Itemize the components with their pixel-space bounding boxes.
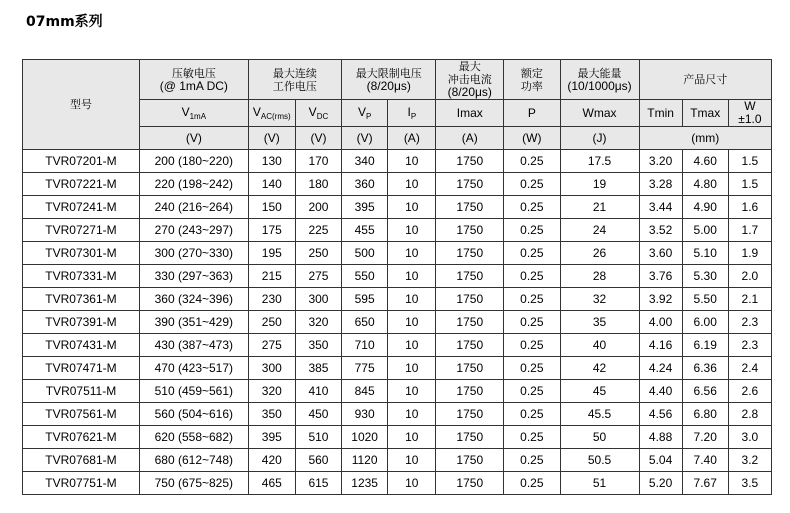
cell-tmax: 5.00 [682,219,728,242]
cell-tmax: 4.80 [682,173,728,196]
spec-table [22,59,772,495]
cell-vac-rms: 215 [248,265,295,288]
cell-vp: 845 [342,380,388,403]
cell-power: 0.25 [504,449,560,472]
cell-tmax: 7.40 [682,449,728,472]
cell-vdc: 170 [295,150,341,173]
cell-imax: 1750 [436,219,504,242]
cell-power: 0.25 [504,173,560,196]
header-vac-sym: V [252,105,261,119]
unit-imax: (A) [436,127,504,150]
cell-wmax: 35 [560,311,639,334]
cell-vp: 1120 [342,449,388,472]
unit-p: (W) [504,127,560,150]
table-row [23,173,772,196]
cell-imax: 1750 [436,196,504,219]
cell-varistor-voltage: 330 (297~363) [139,265,248,288]
cell-vac-rms: 420 [248,449,295,472]
table-row [23,288,772,311]
header-max-continuous [248,60,341,100]
cell-model: TVR07751-M [23,472,140,495]
unit-ip: (A) [388,127,436,150]
cell-wmax: 32 [560,288,639,311]
cell-model: TVR07681-M [23,449,140,472]
cell-tmax: 7.67 [682,472,728,495]
cell-power: 0.25 [504,265,560,288]
header-tmin: Tmin [639,100,682,127]
spec-table-body [23,150,772,495]
header-imax: Imax [436,100,504,127]
cell-model: TVR07241-M [23,196,140,219]
cell-tmin: 4.88 [639,426,682,449]
cell-varistor-voltage: 750 (675~825) [139,472,248,495]
cell-wmax: 45.5 [560,403,639,426]
cell-imax: 1750 [436,357,504,380]
unit-v1ma: (V) [139,127,248,150]
cell-vdc: 275 [295,265,341,288]
table-row [23,426,772,449]
cell-power: 0.25 [504,472,560,495]
cell-imax: 1750 [436,426,504,449]
cell-varistor-voltage: 240 (216~264) [139,196,248,219]
cell-wmax: 26 [560,242,639,265]
cell-ip: 10 [388,219,436,242]
header-vdc-sub: DC [316,112,329,121]
table-row [23,265,772,288]
cell-vp: 340 [342,150,388,173]
header-varistor-voltage [139,60,248,100]
cell-power: 0.25 [504,288,560,311]
header-max-energy-cond: (10/1000μs) [567,78,632,93]
cell-vdc: 410 [295,380,341,403]
cell-imax: 1750 [436,173,504,196]
cell-power: 0.25 [504,242,560,265]
header-max-continuous-line2: 工作电压 [272,79,317,93]
table-row [23,311,772,334]
cell-vp: 455 [342,219,388,242]
cell-vp: 1020 [342,426,388,449]
page-title: 07mm系列 [26,14,103,30]
cell-ip: 10 [388,150,436,173]
unit-dimensions: (mm) [639,127,771,150]
cell-varistor-voltage: 620 (558~682) [139,426,248,449]
cell-power: 0.25 [504,334,560,357]
cell-model: TVR07361-M [23,288,140,311]
header-vp [342,100,388,127]
cell-wmax: 28 [560,265,639,288]
cell-vp: 650 [342,311,388,334]
cell-varistor-voltage: 680 (612~748) [139,449,248,472]
cell-vac-rms: 140 [248,173,295,196]
header-tmax: Tmax [682,100,728,127]
cell-width: 3.2 [728,449,771,472]
cell-tmin: 4.16 [639,334,682,357]
cell-power: 0.25 [504,196,560,219]
cell-varistor-voltage: 220 (198~242) [139,173,248,196]
cell-vdc: 320 [295,311,341,334]
cell-vdc: 200 [295,196,341,219]
table-row [23,380,772,403]
cell-ip: 10 [388,196,436,219]
cell-vp: 395 [342,196,388,219]
cell-vac-rms: 195 [248,242,295,265]
cell-wmax: 50.5 [560,449,639,472]
cell-tmin: 5.20 [639,472,682,495]
cell-tmin: 5.04 [639,449,682,472]
cell-vp: 930 [342,403,388,426]
cell-tmin: 4.24 [639,357,682,380]
cell-vp: 500 [342,242,388,265]
cell-varistor-voltage: 270 (243~297) [139,219,248,242]
cell-tmin: 3.44 [639,196,682,219]
cell-model: TVR07301-M [23,242,140,265]
header-vdc [295,100,341,127]
cell-varistor-voltage: 390 (351~429) [139,311,248,334]
cell-width: 2.0 [728,265,771,288]
cell-vp: 550 [342,265,388,288]
cell-varistor-voltage: 200 (180~220) [139,150,248,173]
cell-tmax: 4.90 [682,196,728,219]
cell-vac-rms: 175 [248,219,295,242]
header-rated-power [504,60,560,100]
cell-model: TVR07201-M [23,150,140,173]
cell-vdc: 180 [295,173,341,196]
unit-vac: (V) [248,127,295,150]
cell-tmax: 6.80 [682,403,728,426]
header-v1ma [139,100,248,127]
header-max-continuous-line1: 最大连续 [272,66,317,80]
cell-vac-rms: 275 [248,334,295,357]
cell-varistor-voltage: 470 (423~517) [139,357,248,380]
cell-tmin: 3.92 [639,288,682,311]
table-row [23,196,772,219]
cell-vp: 595 [342,288,388,311]
cell-width: 2.4 [728,357,771,380]
header-w-sym: W [744,99,756,113]
cell-ip: 10 [388,380,436,403]
cell-imax: 1750 [436,242,504,265]
cell-imax: 1750 [436,449,504,472]
header-p: P [504,100,560,127]
cell-width: 2.8 [728,403,771,426]
header-w-tol: ±1.0 [738,112,762,126]
cell-imax: 1750 [436,334,504,357]
cell-vdc: 250 [295,242,341,265]
cell-wmax: 50 [560,426,639,449]
cell-tmin: 3.60 [639,242,682,265]
cell-width: 1.5 [728,150,771,173]
unit-vp: (V) [342,127,388,150]
cell-model: TVR07621-M [23,426,140,449]
cell-vp: 360 [342,173,388,196]
cell-tmax: 5.30 [682,265,728,288]
header-max-surge [436,60,504,100]
cell-vdc: 300 [295,288,341,311]
cell-model: TVR07221-M [23,173,140,196]
header-varistor-voltage-cond: (@ 1mA DC) [159,78,228,93]
cell-wmax: 45 [560,380,639,403]
cell-tmax: 6.36 [682,357,728,380]
table-row [23,334,772,357]
cell-wmax: 21 [560,196,639,219]
cell-power: 0.25 [504,380,560,403]
cell-ip: 10 [388,311,436,334]
cell-model: TVR07431-M [23,334,140,357]
cell-imax: 1750 [436,265,504,288]
header-max-surge-line1: 最大 [458,60,481,73]
table-row [23,150,772,173]
header-max-clamp-name: 最大限制电压 [355,66,422,80]
cell-vac-rms: 395 [248,426,295,449]
unit-vdc: (V) [295,127,341,150]
header-v1ma-sub: 1mA [189,112,207,121]
cell-ip: 10 [388,426,436,449]
table-row [23,449,772,472]
cell-tmax: 6.00 [682,311,728,334]
header-max-clamp-cond: (8/20μs) [366,78,411,93]
cell-wmax: 19 [560,173,639,196]
cell-varistor-voltage: 430 (387~473) [139,334,248,357]
cell-vac-rms: 130 [248,150,295,173]
cell-vac-rms: 300 [248,357,295,380]
cell-wmax: 51 [560,472,639,495]
cell-varistor-voltage: 300 (270~330) [139,242,248,265]
cell-ip: 10 [388,357,436,380]
cell-vac-rms: 465 [248,472,295,495]
header-model: 型号 [23,60,140,150]
header-ip-sym: I [407,105,411,119]
cell-tmin: 3.52 [639,219,682,242]
cell-power: 0.25 [504,219,560,242]
cell-varistor-voltage: 360 (324~396) [139,288,248,311]
cell-model: TVR07511-M [23,380,140,403]
cell-width: 3.0 [728,426,771,449]
cell-width: 1.7 [728,219,771,242]
table-row [23,219,772,242]
header-w [728,100,771,127]
cell-wmax: 24 [560,219,639,242]
cell-vdc: 350 [295,334,341,357]
cell-wmax: 42 [560,357,639,380]
header-vdc-sym: V [308,105,317,119]
cell-width: 3.5 [728,472,771,495]
cell-ip: 10 [388,334,436,357]
cell-ip: 10 [388,242,436,265]
cell-tmax: 6.56 [682,380,728,403]
cell-imax: 1750 [436,403,504,426]
cell-imax: 1750 [436,288,504,311]
cell-ip: 10 [388,265,436,288]
header-ip [388,100,436,127]
cell-vac-rms: 250 [248,311,295,334]
cell-wmax: 40 [560,334,639,357]
cell-width: 2.6 [728,380,771,403]
cell-width: 1.6 [728,196,771,219]
cell-model: TVR07271-M [23,219,140,242]
cell-model: TVR07331-M [23,265,140,288]
cell-tmax: 5.10 [682,242,728,265]
cell-vp: 710 [342,334,388,357]
cell-vac-rms: 230 [248,288,295,311]
cell-vp: 775 [342,357,388,380]
cell-varistor-voltage: 510 (459~561) [139,380,248,403]
cell-tmax: 6.19 [682,334,728,357]
header-rated-power-line1: 额定 [520,66,543,80]
cell-ip: 10 [388,173,436,196]
header-rated-power-line2: 功率 [520,79,543,93]
header-max-surge-cond: (8/20μs) [447,85,492,99]
cell-power: 0.25 [504,403,560,426]
cell-width: 2.3 [728,311,771,334]
cell-model: TVR07561-M [23,403,140,426]
cell-imax: 1750 [436,380,504,403]
cell-vac-rms: 320 [248,380,295,403]
table-row [23,242,772,265]
cell-vdc: 225 [295,219,341,242]
header-max-surge-line2: 冲击电流 [447,73,492,86]
cell-model: TVR07471-M [23,357,140,380]
cell-vdc: 510 [295,426,341,449]
cell-imax: 1750 [436,150,504,173]
header-dimensions: 产品尺寸 [639,60,771,100]
cell-wmax: 17.5 [560,150,639,173]
cell-vdc: 560 [295,449,341,472]
header-v1ma-sym: V [181,105,190,119]
cell-power: 0.25 [504,311,560,334]
cell-width: 1.5 [728,173,771,196]
cell-varistor-voltage: 560 (504~616) [139,403,248,426]
header-vac [248,100,295,127]
cell-tmax: 7.20 [682,426,728,449]
cell-tmax: 5.50 [682,288,728,311]
cell-ip: 10 [388,403,436,426]
cell-vac-rms: 150 [248,196,295,219]
cell-vac-rms: 350 [248,403,295,426]
cell-vdc: 450 [295,403,341,426]
header-vac-sub: AC(rms) [260,112,291,121]
header-max-energy [560,60,639,100]
header-varistor-voltage-name: 压敏电压 [171,66,216,80]
cell-width: 2.3 [728,334,771,357]
cell-ip: 10 [388,288,436,311]
header-max-clamp [342,60,436,100]
header-max-energy-name: 最大能量 [577,66,622,80]
cell-power: 0.25 [504,357,560,380]
cell-ip: 10 [388,449,436,472]
header-vp-sym: V [357,105,366,119]
cell-model: TVR07391-M [23,311,140,334]
table-row [23,472,772,495]
cell-tmin: 3.76 [639,265,682,288]
cell-imax: 1750 [436,472,504,495]
cell-imax: 1750 [436,311,504,334]
cell-vdc: 615 [295,472,341,495]
header-ip-sub: P [410,112,417,121]
cell-tmin: 4.40 [639,380,682,403]
cell-power: 0.25 [504,426,560,449]
cell-width: 1.9 [728,242,771,265]
cell-tmin: 4.56 [639,403,682,426]
cell-tmin: 3.20 [639,150,682,173]
header-vp-sub: P [365,112,372,121]
cell-vdc: 385 [295,357,341,380]
cell-tmin: 3.28 [639,173,682,196]
table-row [23,403,772,426]
header-wmax: Wmax [560,100,639,127]
cell-ip: 10 [388,472,436,495]
unit-wmax: (J) [560,127,639,150]
cell-tmax: 4.60 [682,150,728,173]
table-row [23,357,772,380]
cell-tmin: 4.00 [639,311,682,334]
cell-vp: 1235 [342,472,388,495]
cell-power: 0.25 [504,150,560,173]
cell-width: 2.1 [728,288,771,311]
